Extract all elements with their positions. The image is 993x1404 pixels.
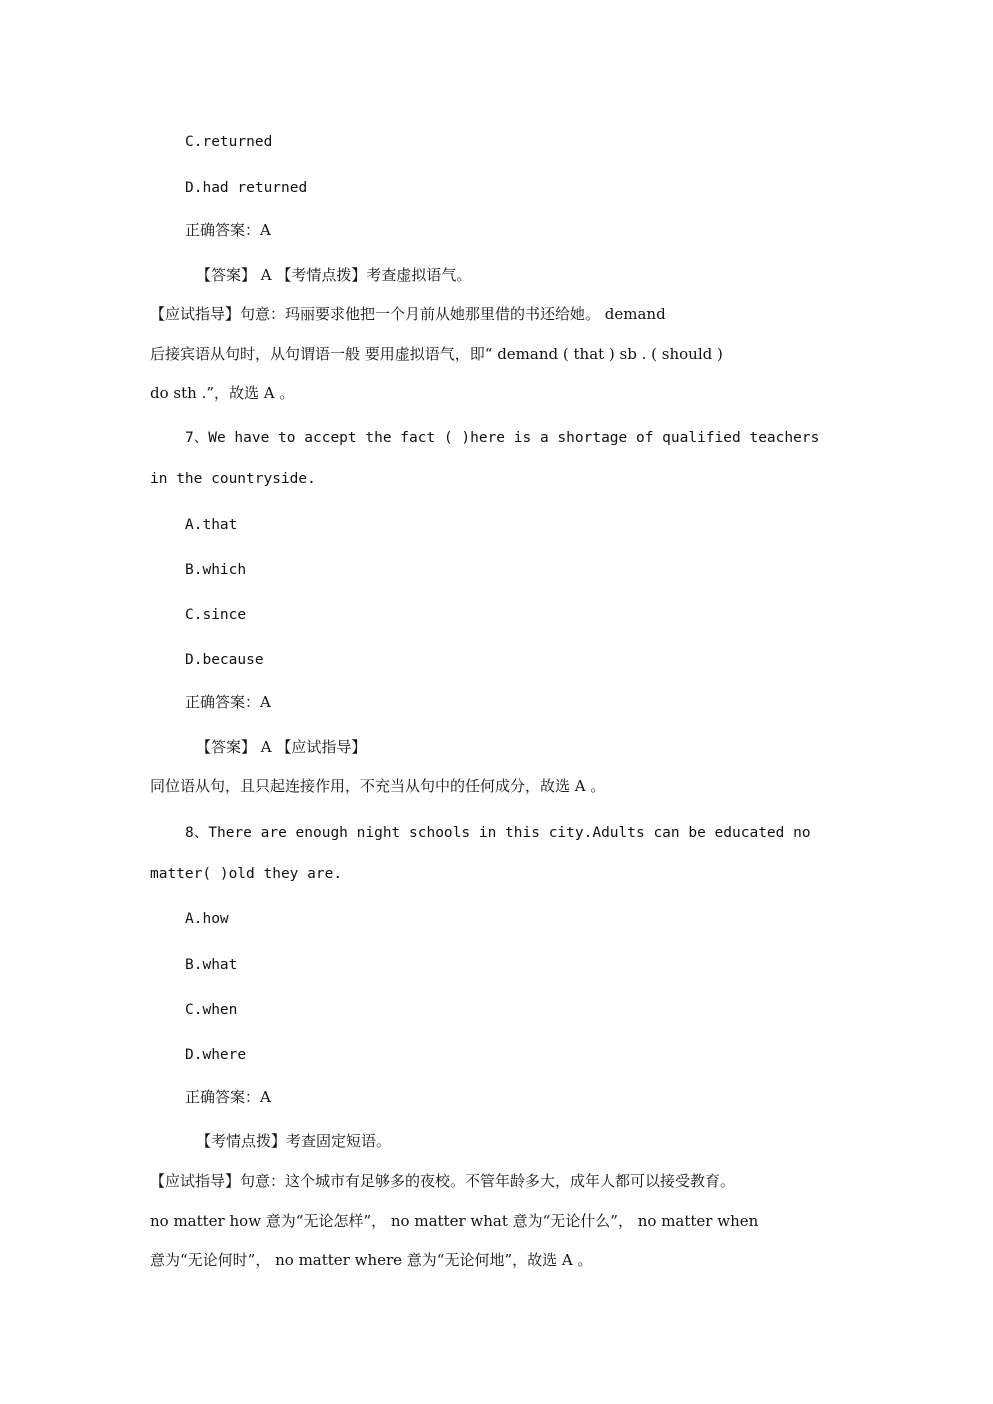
q8-option-c: C.when: [185, 1002, 238, 1018]
q8-option-b: B.what: [185, 957, 238, 973]
q6-explanation-line-1: 【应试指导】句意：玛丽要求他把一个月前从她那里借的书还给她。 demand: [150, 305, 666, 323]
q7-option-b: B.which: [185, 562, 247, 578]
q8-explanation-head: 【考情点拨】考查固定短语。: [196, 1132, 392, 1150]
q7-correct-answer: 正确答案：A: [185, 693, 271, 711]
q7-option-d: D.because: [185, 652, 264, 668]
q8-stem-line-1: 8、There are enough night schools in this city.Adults can be educated no: [185, 825, 811, 841]
q6-explanation-line-2: 后接宾语从句时，从句谓语一般 要用虚拟语气，即“ demand ( that ) sb . ( should ): [150, 345, 723, 363]
q7-option-c: C.since: [185, 607, 247, 623]
q8-explanation-line-2: no matter how 意为“无论怎样”， no matter what 意为“无论什么”， no matter when: [150, 1212, 759, 1230]
q8-correct-answer: 正确答案：A: [185, 1088, 271, 1106]
q6-option-d: D.had returned: [185, 180, 308, 196]
q7-stem-line-2: in the countryside.: [150, 471, 316, 487]
q6-correct-answer: 正确答案：A: [185, 221, 271, 239]
q7-stem-line-1: 7、We have to accept the fact ( )here is a shortage of qualified teachers: [185, 430, 820, 446]
q6-explanation-line-3: do sth .”，故选 A 。: [150, 384, 295, 402]
q8-explanation-line-3: 意为“无论何时”， no matter where 意为“无论何地”，故选 A 。: [150, 1251, 593, 1269]
q8-stem-line-2: matter( )old they are.: [150, 866, 343, 882]
q6-explanation-head: 【答案】 A 【考情点拨】考查虚拟语气。: [196, 266, 472, 284]
q8-option-a: A.how: [185, 911, 229, 927]
q8-explanation-line-1: 【应试指导】句意：这个城市有足够多的夜校。不管年龄多大，成年人都可以接受教育。: [150, 1172, 736, 1190]
q7-explanation-head: 【答案】 A 【应试指导】: [196, 738, 367, 756]
q6-option-c: C.returned: [185, 134, 273, 150]
q7-explanation-line-1: 同位语从句，且只起连接作用，不充当从句中的任何成分，故选 A 。: [150, 777, 606, 795]
q7-option-a: A.that: [185, 517, 238, 533]
q8-option-d: D.where: [185, 1047, 247, 1063]
